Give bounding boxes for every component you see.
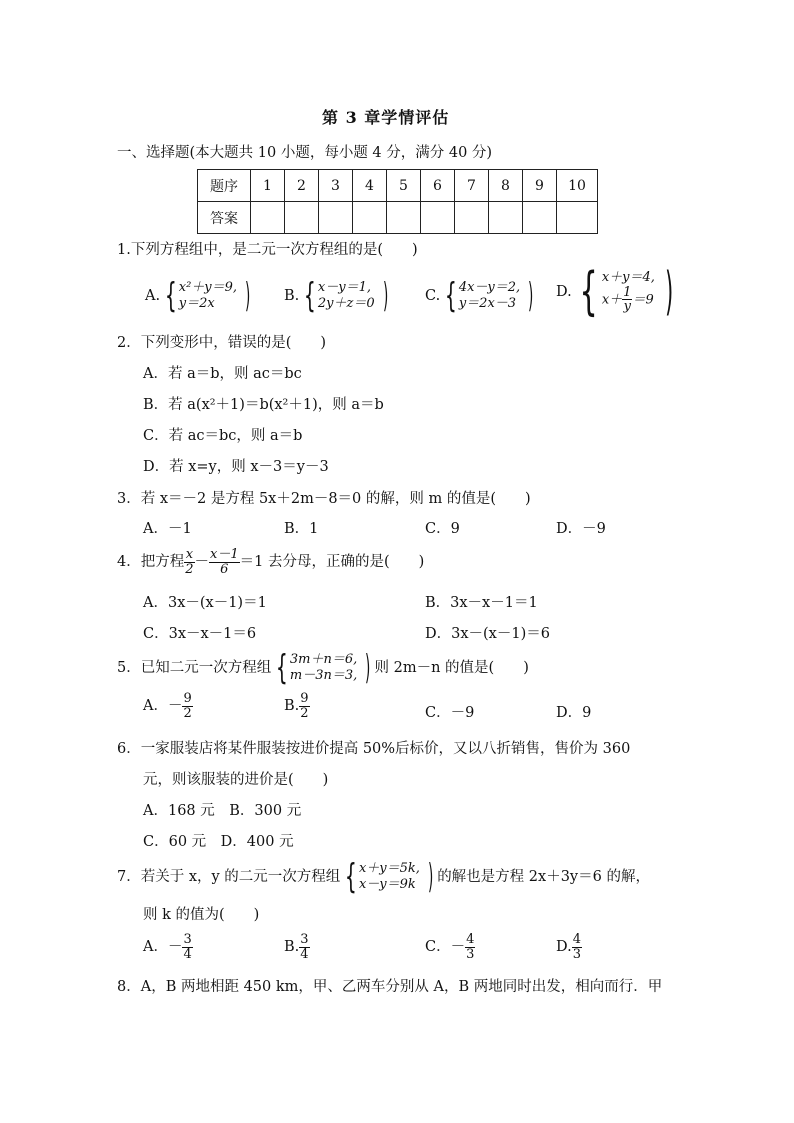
equation-system: { x²＋y＝9, y＝2x ) [164, 276, 251, 316]
question-6-line-2: 元，则该服装的进价是( ) [143, 772, 329, 788]
q5-option-b: B. $\frac{9}{2}$ [284, 691, 309, 721]
equation-row: x＋y＝4, [601, 270, 655, 286]
q7-option-d: D. $\frac{4}{3}$ [556, 932, 581, 962]
q1-option-d [556, 262, 679, 322]
question-7-stem: 7．若关于 x，y 的二元一次方程组 { x＋y＝5k, x－y＝9k ) 的解也是方程 2x＋3y＝6 的解， [117, 857, 650, 897]
q3-option-d: D．－9 [556, 521, 606, 537]
option-label: B. [284, 287, 300, 304]
q3-option-a: A．－1 [143, 521, 192, 537]
q1-option-c [425, 276, 537, 316]
question-5-stem: 5．已知二元一次方程组 { 3m＋n＝6, m－3n＝3, ) 则 2m－n 的值是( ) [117, 648, 529, 688]
answer-cell [285, 202, 319, 234]
question-4-stem: 4．把方程 $\frac{x}{2}$ － $\frac{x-1}{6}$ ＝1 去分母，正确的是( ) [117, 547, 425, 577]
table-cell-number: 2 [285, 170, 319, 202]
q4-option-a: A．3x－(x－1)＝1 [143, 595, 267, 611]
q6-options-cd: C．60 元 D．400 元 [143, 834, 294, 850]
section-heading: 一、选择题(本大题共 10 小题，每小题 4 分，满分 40 分) [117, 145, 493, 161]
answer-cell [421, 202, 455, 234]
equation-row: x－y＝1, [317, 280, 371, 296]
table-header-answer: 答案 [198, 202, 251, 234]
table-cell-number: 1 [251, 170, 285, 202]
question-8-line-1: 8．A，B 两地相距 450 km，甲、乙两车分别从 A，B 两地同时出发，相向而行．甲 [117, 979, 663, 995]
page-title: 第 3 章学情评估 [322, 108, 450, 127]
table-header-number: 题序 [198, 170, 251, 202]
fraction: $\frac{4}{3}$ [466, 932, 475, 962]
fraction: $\frac{3}{4}$ [183, 932, 192, 962]
q1-option-a [145, 276, 254, 316]
q7-option-c: C．－ $\frac{4}{3}$ [425, 932, 475, 962]
fraction: $\frac{x}{2}$ [185, 547, 194, 577]
question-1-stem: 1.下列方程组中，是二元一次方程组的是( ) [117, 242, 418, 258]
answer-cell [523, 202, 557, 234]
table-cell-number: 8 [489, 170, 523, 202]
q2-option-a: A．若 a＝b，则 ac＝bc [143, 366, 302, 382]
answer-table-row-numbers [198, 170, 598, 202]
fraction: $\frac{3}{4}$ [300, 932, 309, 962]
option-label: A. [145, 287, 161, 304]
q3-option-c: C．9 [425, 521, 460, 537]
option-label: D. [556, 283, 572, 300]
question-3-stem: 3．若 x＝－2 是方程 5x＋2m－8＝0 的解，则 m 的值是( ) [117, 491, 531, 507]
equation-row: y＝2x [178, 296, 215, 311]
question-2-stem: 2．下列变形中，错误的是( ) [117, 335, 327, 351]
answer-cell [387, 202, 421, 234]
question-6-line-1: 6．一家服装店将某件服装按进价提高 50%后标价，又以八折销售，售价为 360 [117, 741, 631, 757]
option-label: C. [425, 287, 441, 304]
q5-option-d: D．9 [556, 705, 592, 721]
answer-cell [455, 202, 489, 234]
equation-row: 3m＋n＝6, [289, 652, 358, 668]
fraction: $\frac{4}{3}$ [572, 932, 581, 962]
equation-system: { x＋y＝4, x＋ $\frac{1}{y}$ ＝9 ) [579, 262, 674, 322]
equation-row: 2y＋z＝0 [317, 296, 375, 311]
answer-cell [353, 202, 387, 234]
q4-option-d: D．3x－(x－1)＝6 [425, 626, 550, 642]
table-cell-number: 5 [387, 170, 421, 202]
table-cell-number: 4 [353, 170, 387, 202]
fraction: $\frac{9}{2}$ [300, 691, 309, 721]
q7-option-a: A．－ $\frac{3}{4}$ [143, 932, 192, 962]
question-7-line-2: 则 k 的值为( ) [143, 907, 260, 923]
fraction: $\frac{9}{2}$ [183, 691, 192, 721]
answer-table [197, 169, 598, 234]
fraction: $\frac{x-1}{6}$ [210, 547, 239, 577]
equation-system: { 3m＋n＝6, m－3n＝3, ) [276, 648, 371, 688]
equation-row: m－3n＝3, [289, 668, 358, 683]
answer-cell [489, 202, 523, 234]
q7-option-b: B. $\frac{3}{4}$ [284, 932, 309, 962]
equation-row: y＝2x－3 [458, 296, 517, 311]
q5-option-a: A．－ $\frac{9}{2}$ [143, 691, 192, 721]
table-cell-number: 9 [523, 170, 557, 202]
fraction: $\frac{1}{y}$ [623, 284, 632, 315]
answer-table-row-answers [198, 202, 598, 234]
equation-row: x＋y＝5k, [358, 861, 420, 877]
equation-system: { x－y＝1, 2y＋z＝0 ) [304, 276, 388, 316]
table-cell-number: 10 [557, 170, 598, 202]
table-cell-number: 7 [455, 170, 489, 202]
q1-option-b [284, 276, 392, 316]
equation-system: { 4x－y＝2, y＝2x－3 ) [445, 276, 534, 316]
answer-cell [319, 202, 353, 234]
equation-row: x²＋y＝9, [178, 280, 238, 296]
q5-option-c: C．－9 [425, 705, 475, 721]
q3-option-b: B．1 [284, 521, 319, 537]
q2-option-d: D．若 x=y，则 x－3＝y－3 [143, 459, 329, 475]
equation-system: { x＋y＝5k, x－y＝9k ) [345, 857, 434, 897]
answer-cell [557, 202, 598, 234]
equation-row: x－y＝9k [358, 877, 416, 892]
q4-option-c: C．3x－x－1＝6 [143, 626, 257, 642]
table-cell-number: 3 [319, 170, 353, 202]
q4-option-b: B．3x－x－1＝1 [425, 595, 538, 611]
answer-cell [251, 202, 285, 234]
equation-row: 4x－y＝2, [458, 280, 521, 296]
equation-row: x＋ $\frac{1}{y}$ ＝9 [601, 284, 654, 315]
q2-option-b: B．若 a(x²＋1)＝b(x²＋1)，则 a＝b [143, 397, 384, 413]
q2-option-c: C．若 ac＝bc，则 a＝b [143, 428, 303, 444]
table-cell-number: 6 [421, 170, 455, 202]
q6-options-ab: A．168 元 B．300 元 [143, 803, 302, 819]
